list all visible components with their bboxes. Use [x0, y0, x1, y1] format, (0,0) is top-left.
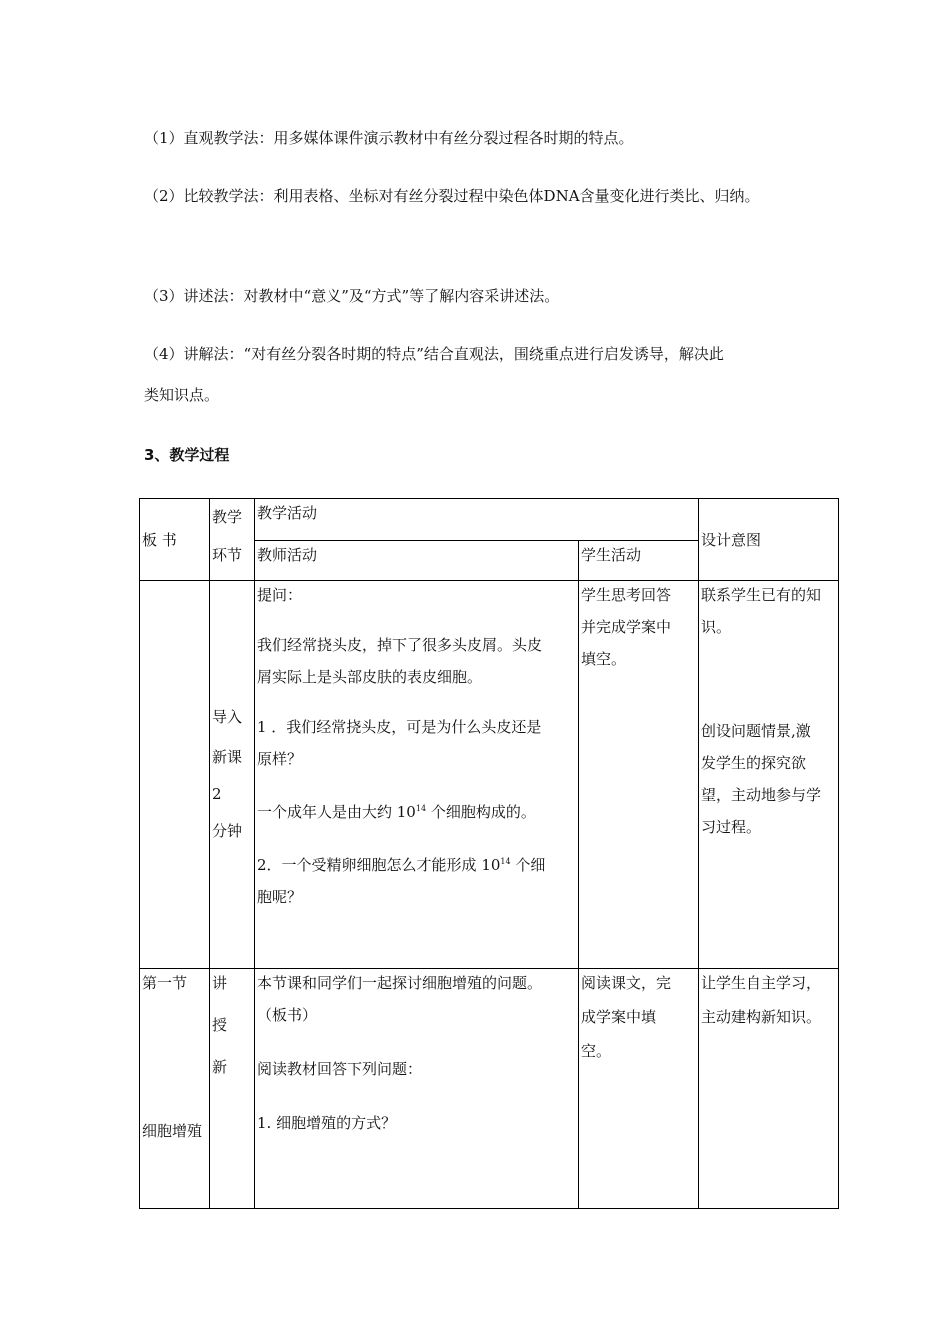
row1-stage: 导入 新课 2 分钟 [210, 581, 255, 969]
method-4-line-2: 类知识点。 [144, 386, 220, 404]
method-3: （3）讲述法：对教材中“意义”及“方式”等了解内容采讲述法。 [144, 287, 560, 305]
row2-intent: 让学生自主学习， 主动建构新知识。 [699, 969, 839, 1209]
header-student: 学生活动 [579, 541, 699, 581]
header-board: 板 书 [140, 499, 210, 581]
row-introduction [140, 581, 839, 969]
row1-student: 学生思考回答 并完成学案中 填空。 [579, 581, 699, 969]
row2-teacher: 本节课和同学们一起探讨细胞增殖的问题。 （板书） 阅读教材回答下列问题： 1. 细胞增殖的方式？ [255, 969, 579, 1209]
header-activity: 教学活动 [255, 499, 699, 541]
header-intent: 设计意图 [699, 499, 839, 581]
row1-board [140, 581, 210, 969]
row-lecture [140, 969, 839, 1209]
method-2: （2）比较教学法：利用表格、坐标对有丝分裂过程中染色体DNA含量变化进行类比、归纳。 [144, 187, 760, 205]
method-1: （1）直观教学法：用多媒体课件演示教材中有丝分裂过程各时期的特点。 [144, 129, 634, 147]
section-heading: 3、教学过程 [144, 446, 230, 464]
row2-stage: 讲 授 新 [210, 969, 255, 1209]
row2-student: 阅读课文，完 成学案中填 空。 [579, 969, 699, 1209]
row1-teacher: 提问： 我们经常挠头皮，掉下了很多头皮屑。头皮 屑实际上是头部皮肤的表皮细胞。 1 ．我们经常挠头皮，可是为什么头皮还是 原样？ 一个成年人是由大约 $10^{14}$ 个细胞构成的。 2．一个受精卵细胞怎么才能形成 $10^{14}$ 个细 胞呢？ [255, 581, 579, 969]
header-stage: 教学 环节 [210, 499, 255, 581]
header-teacher: 教师活动 [255, 541, 579, 581]
row1-intent: 联系学生已有的知 识。 创设问题情景,激 发学生的探究欲 望，主动地参与学 习过程。 [699, 581, 839, 969]
method-4-line-1: （4）讲解法：“对有丝分裂各时期的特点”结合直观法，围绕重点进行启发诱导，解决此 [144, 345, 724, 363]
header-row-1 [140, 499, 839, 541]
row2-board: 第一节 细胞增殖 [140, 969, 210, 1209]
lesson-table [139, 498, 839, 1209]
